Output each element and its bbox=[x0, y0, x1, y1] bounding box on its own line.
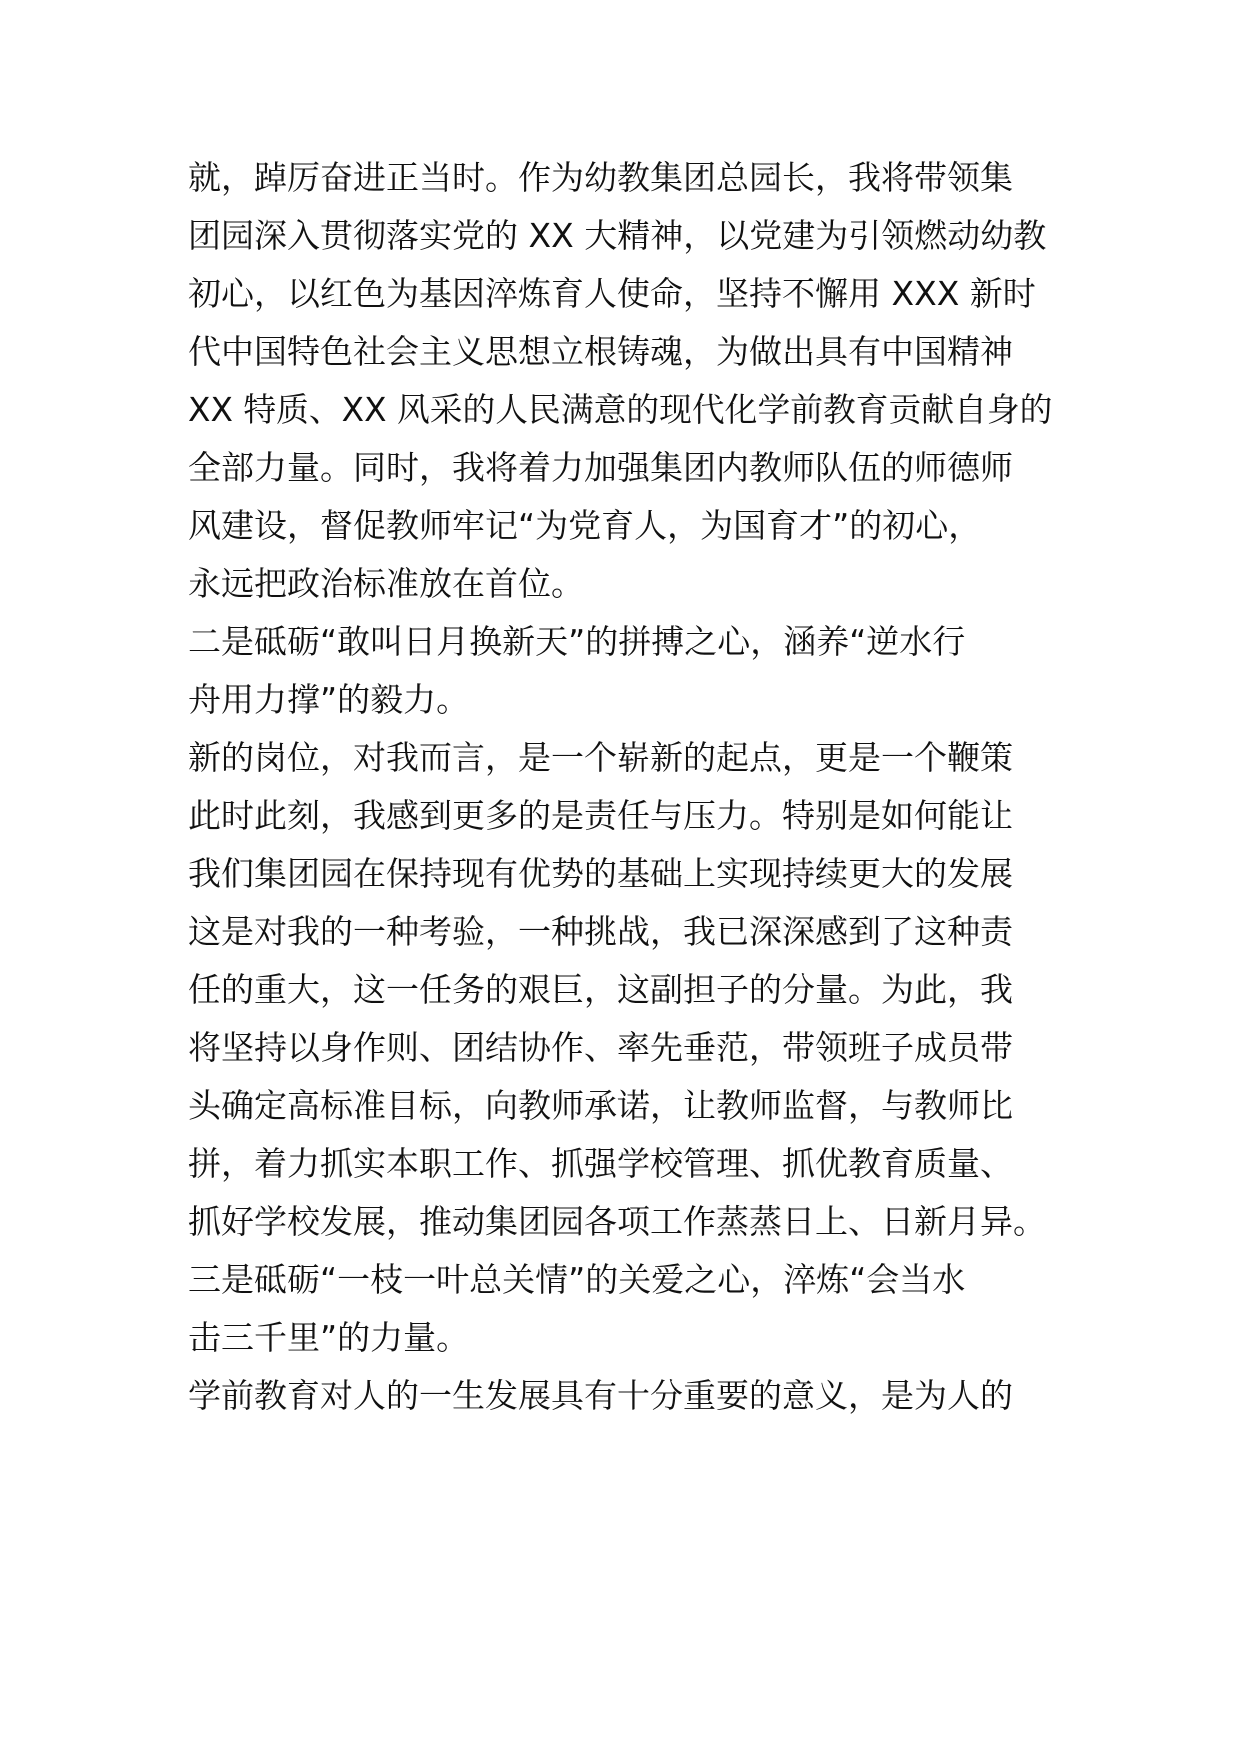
text-line: 我们集团园在保持现有优势的基础上实现持续更大的发展 bbox=[188, 854, 1013, 893]
text-line: 初心，以红色为基因淬炼育人使命，坚持不懈用 XXX 新时 bbox=[188, 274, 1036, 313]
section-heading: 三是砥砺“一枝一叶总关情”的关爱之心，淬炼“会当水 bbox=[188, 1260, 966, 1299]
text-line: 学前教育对人的一生发展具有十分重要的意义，是为人的 bbox=[188, 1376, 1013, 1415]
text-line: 头确定高标准目标，向教师承诺，让教师监督，与教师比 bbox=[188, 1086, 1013, 1125]
text-line: 风建设，督促教师牢记“为党育人，为国育才”的初心， bbox=[188, 506, 982, 545]
text-line: 拼，着力抓实本职工作、抓强学校管理、抓优教育质量、 bbox=[188, 1144, 1013, 1183]
text-line: 任的重大，这一任务的艰巨，这副担子的分量。为此，我 bbox=[188, 970, 1013, 1009]
text-line: 就，踔厉奋进正当时。作为幼教集团总园长，我将带领集 bbox=[188, 158, 1013, 197]
text-line: 将坚持以身作则、团结协作、率先垂范，带领班子成员带 bbox=[188, 1028, 1013, 1067]
text-line: 代中国特色社会主义思想立根铸魂，为做出具有中国精神 bbox=[188, 332, 1013, 371]
text-line: 新的岗位，对我而言，是一个崭新的起点，更是一个鞭策 bbox=[188, 738, 1013, 777]
section-heading: 二是砥砺“敢叫日月换新天”的拼搏之心，涵养“逆水行 bbox=[188, 622, 966, 661]
text-line: 团园深入贯彻落实党的 XX 大精神，以党建为引领燃动幼教 bbox=[188, 216, 1047, 255]
text-line: 抓好学校发展，推动集团园各项工作蒸蒸日上、日新月异。 bbox=[188, 1202, 1046, 1241]
text-line: 永远把政治标准放在首位。 bbox=[188, 564, 584, 603]
text-line: 全部力量。同时，我将着力加强集团内教师队伍的师德师 bbox=[188, 448, 1013, 487]
text-line: 这是对我的一种考验，一种挑战，我已深深感到了这种责 bbox=[188, 912, 1013, 951]
section-heading: 击三千里”的力量。 bbox=[188, 1318, 470, 1357]
text-line: 此时此刻，我感到更多的是责任与压力。特别是如何能让 bbox=[188, 796, 1013, 835]
section-heading: 舟用力撑”的毅力。 bbox=[188, 680, 470, 719]
text-line: XX 特质、XX 风采的人民满意的现代化学前教育贡献自身的 bbox=[188, 390, 1053, 429]
